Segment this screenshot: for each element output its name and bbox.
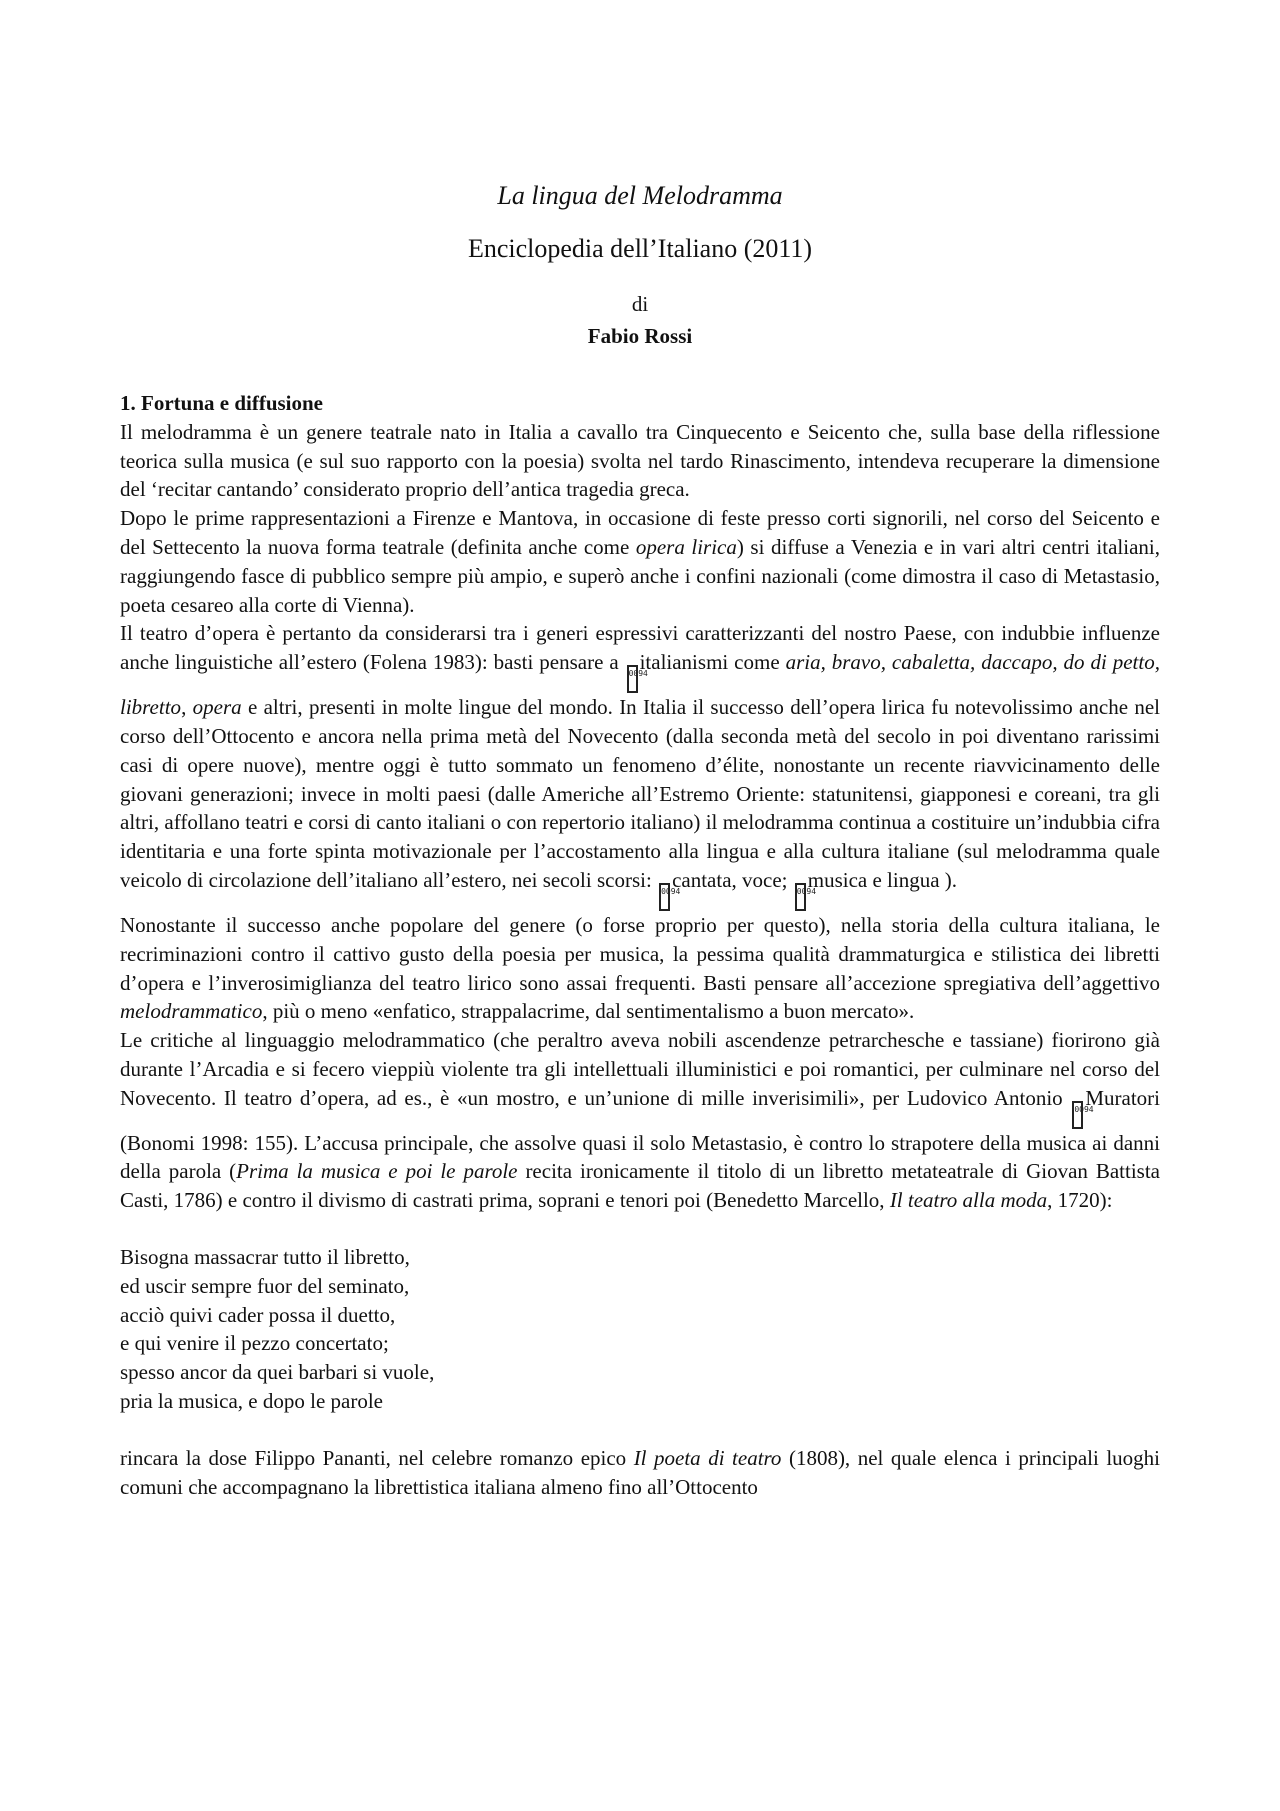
- verse-line: pria la musica, e dopo le parole: [120, 1389, 383, 1414]
- missing-glyph-icon: 0094: [795, 883, 806, 911]
- paragraph-3-italic-opera: opera: [192, 695, 242, 720]
- paragraph-2-text-a: Dopo le prime rappresentazioni a Firenze e Mantova, in occasione di feste presso corti signorili, nel corso del Seicento e del Settecento la nuova forma teatrale (definita anche come: [120, 506, 1160, 559]
- document-title: La lingua del Melodramma: [497, 181, 783, 210]
- paragraph-3-italic-terms: aria, bravo, cabaletta, daccapo, do di petto, libretto: [120, 650, 1160, 720]
- paragraph-3-text-d: ,: [181, 695, 193, 720]
- paragraph-6-text-a: rincara la dose Filippo Pananti, nel celebre romanzo epico: [120, 1445, 634, 1470]
- verse-line: acciò quivi cader possa il duetto,: [120, 1302, 396, 1327]
- paragraph-3-text-g: cantata, voce;: [672, 867, 793, 892]
- verse-quote: [120, 1243, 1160, 1416]
- paragraph-5-italic-title: Prima la musica e poi le parole: [236, 1159, 518, 1184]
- verse-line: Bisogna massacrar tutto il libretto,: [120, 1245, 410, 1270]
- paragraph-5-text-d: recita ironicamente il titolo di un libretto metateatrale di Giovan Battista Casti, 1786) e contro il divismo di castrati prima, soprani e tenori poi (Benedetto Marcello,: [120, 1159, 1160, 1213]
- document-source: Enciclopedia dell’Italiano (2011): [467, 234, 813, 264]
- paragraph-3-text-a: Il teatro d’opera è pertanto da considerarsi tra i generi espressivi caratterizzanti del nostro Paese, con indubbie influenze anche linguistiche all’estero (Folena 1983): basti pensare a: [120, 621, 1160, 675]
- verse-line: e qui venire il pezzo concertato;: [120, 1331, 389, 1356]
- paragraph-6: [120, 1444, 1160, 1502]
- paragraph-3: [120, 619, 1160, 911]
- author-name: Fabio Rossi: [587, 323, 693, 348]
- paragraph-2-italic: opera lirica: [635, 534, 737, 559]
- missing-glyph-icon: 0094: [627, 665, 638, 693]
- document-page: [120, 170, 1160, 1501]
- paragraph-4-text-a: Nonostante il successo anche popolare del genere (o forse proprio per questo), nella storia della cultura italiana, le recriminazioni contro il cattivo gusto della poesia per musica, la pessima qualità drammaturgica e stilistica dei libretti d’opera e l’inverosimiglianza del teatro lirico sono assai frequenti. Basti pensare all’accezione spregiativa dell’aggettivo: [120, 912, 1160, 995]
- paragraph-5-text-b: Muratori (Bonomi 1998: 155). L’accusa principale, che assolve quasi il solo Metastasio, è contro lo strapotere della musica ai danni della parola (: [120, 1085, 1160, 1184]
- paragraph-5-text-a: Le critiche al linguaggio melodrammatico (che peraltro aveva nobili ascendenze petrarchesche e tassiane) fiorirono già durante l’Arcadia e si fecero vieppiù violente tra gli intellettuali illuministici e poi romantici, per culminare nel corso del Novecento. Il teatro d’opera, ad es., è «un mostro, e un’unione di mille inverisimili», per Ludovico Antonio: [120, 1028, 1160, 1110]
- paragraph-5-text-f: , 1720):: [1047, 1188, 1113, 1213]
- paragraph-6-text-c: (1808), nel quale elenca i principali luoghi comuni che accompagnano la librettistica italiana almeno fino all’Ottocento: [120, 1445, 1160, 1499]
- title-block: [120, 180, 1160, 349]
- missing-glyph-icon: 0094: [1072, 1101, 1083, 1129]
- verse-line: spesso ancor da quei barbari si vuole,: [120, 1360, 435, 1385]
- body-text-continued: [120, 1444, 1160, 1502]
- verse-line: ed uscir sempre fuor del seminato,: [120, 1273, 410, 1298]
- paragraph-3-text-h: musica e lingua ).: [807, 867, 958, 892]
- body-text: [120, 418, 1160, 1215]
- paragraph-2-text-c: ) si diffuse a Venezia e in vari altri centri italiani, raggiungendo fasce di pubblico sempre più ampio, e superò anche i confini nazionali (come dimostra il caso di Metastasio, poeta cesareo alla corte di Vienna).: [120, 534, 1161, 617]
- paragraph-5-italic-book: Il teatro alla moda: [889, 1188, 1048, 1213]
- section-heading: 1. Fortuna e diffusione: [120, 390, 324, 415]
- paragraph-5: [120, 1026, 1160, 1215]
- paragraph-3-text-f: e altri, presenti in molte lingue del mondo. In Italia il successo dell’opera lirica fu notevolissimo anche nel corso dell’Ottocento e ancora nella prima metà del Novecento (dalla seconda metà del secolo in poi diventano rarissimi casi di opere nuove), mentre oggi è tutto sommato un fenomeno d’élite, nonostante un recente riavvicinamento delle giovani generazioni; invece in molti paesi (dalle Americhe all’Estremo Oriente: statunitensi, giapponesi e coreani, tra gli altri, affollano teatri e corsi di canto italiani o con repertorio italiano) il melodramma continua a costituire un’indubbia cifra identitaria e una forte spinta motivazionale per l’accostamento alla lingua e alla cultura italiane (sul melodramma quale veicolo di circolazione dell’italiano all’estero, nei secoli scorsi:: [120, 695, 1160, 892]
- paragraph-4-italic: melodrammatico: [120, 999, 263, 1024]
- paragraph-4: [120, 911, 1160, 1026]
- paragraph-3-text-b: italianismi come: [639, 650, 786, 675]
- paragraph-2: [120, 504, 1160, 619]
- paragraph-4-text-c: , più o meno «enfatico, strappalacrime, dal sentimentalismo a buon mercato».: [262, 999, 915, 1024]
- paragraph-6-italic: Il poeta di teatro: [633, 1445, 782, 1470]
- paragraph-1: Il melodramma è un genere teatrale nato in Italia a cavallo tra Cinquecento e Seicento che, sulla base della riflessione teorica sulla musica (e sul suo rapporto con la poesia) svolta nel tardo Rinascimento, intendeva recuperare la dimensione del ‘recitar cantando’ considerato proprio dell’antica tragedia greca.: [120, 419, 1160, 502]
- byline-di: di: [631, 292, 649, 317]
- missing-glyph-icon: 0094: [659, 883, 670, 911]
